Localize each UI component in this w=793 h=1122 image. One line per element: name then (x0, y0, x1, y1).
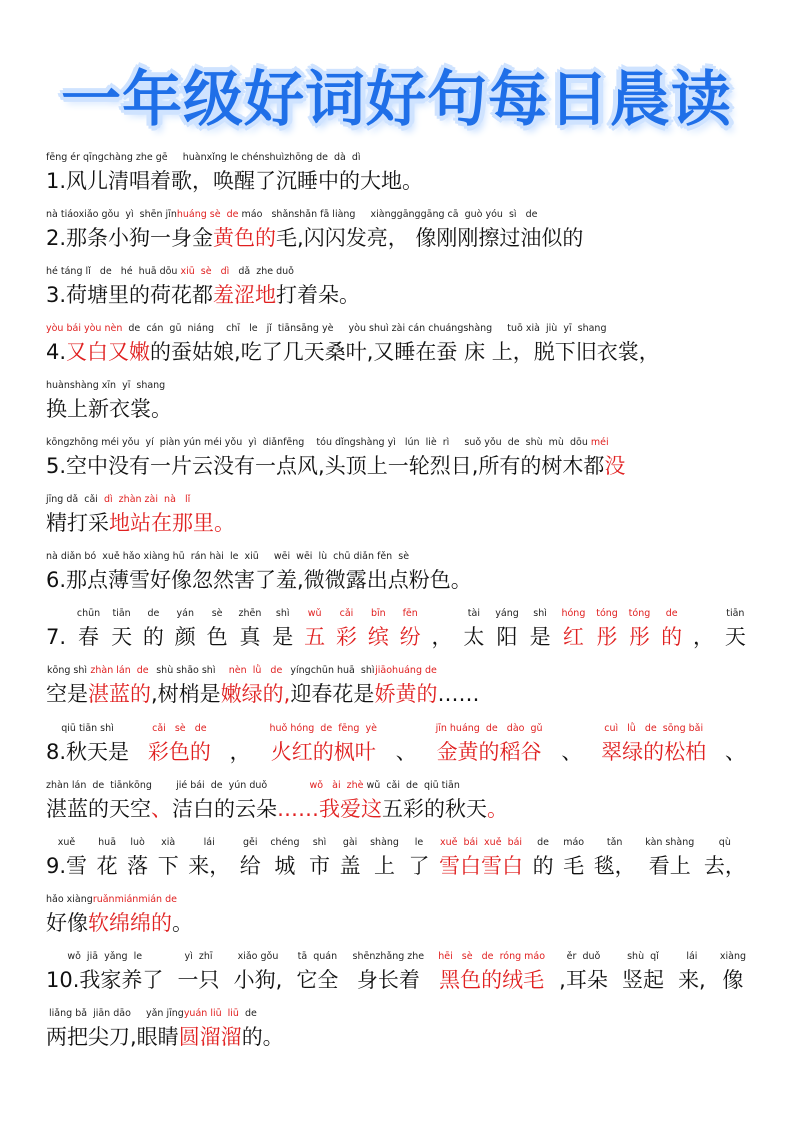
pinyin-text: xià (161, 837, 176, 848)
pinyin-text: yán (176, 608, 195, 619)
pinyin-text: xuě bái xuě bái (440, 837, 523, 848)
pinyin-row (46, 549, 472, 565)
pinyin-text (561, 721, 582, 737)
word-segment (353, 949, 425, 995)
pinyin-text: shì (533, 608, 547, 619)
word-segment (97, 835, 118, 881)
pinyin-text: yíngchūn huā shì (290, 665, 375, 676)
pinyin-text: xiǎo gǒu (237, 951, 279, 962)
pinyin-row (46, 435, 625, 451)
highlight-phrase (661, 606, 682, 652)
sentence-line-5b (46, 492, 235, 538)
pinyin-text: hǎo xiàng (46, 894, 93, 905)
word-segment (272, 606, 293, 652)
pinyin-text: jié bái de yún duǒ (176, 780, 268, 791)
pinyin-text: zhàn lán de tiānkōng (46, 780, 152, 791)
hanzi-text: 来, (678, 968, 706, 992)
pinyin-text: tǎn (606, 837, 623, 848)
hanzi-text: 缤 (367, 625, 389, 649)
hanzi-text: 城 (274, 854, 296, 878)
pinyin-text: de (147, 608, 160, 619)
word-segment (143, 606, 164, 652)
hanzi-text: 彤 (596, 625, 618, 649)
hanzi-text: ， (692, 625, 714, 649)
hanzi-text: 、 (561, 740, 583, 764)
word-segment (127, 835, 148, 881)
word-segment (290, 663, 374, 709)
pinyin-text (725, 721, 746, 737)
hanzi-text: 精打采 (46, 511, 109, 535)
word-segment (561, 721, 582, 767)
hanzi-text: 盖 (339, 854, 361, 878)
word-segment (530, 606, 551, 652)
pinyin-text: shì (312, 837, 327, 848)
hanzi-text: 上 (374, 854, 396, 878)
pinyin-text: yáng (495, 608, 519, 619)
pinyin-text: chūn (76, 608, 101, 619)
hanzi-text: 迎春花是 (290, 682, 375, 706)
hanzi-row (46, 908, 193, 938)
highlight-phrase (336, 606, 357, 652)
pinyin-text: fēn (402, 608, 418, 619)
highlight-phrase (601, 721, 706, 767)
hanzi-text: 天 (111, 625, 133, 649)
hanzi-text: 去， (703, 854, 746, 878)
pinyin-text (432, 606, 453, 622)
sentence-line-1a (46, 150, 423, 196)
word-segment (533, 835, 554, 881)
hanzi-text: 湛蓝的 (88, 682, 151, 706)
hanzi-text: 春 (78, 625, 100, 649)
hanzi-text: 打着朵。 (276, 283, 361, 307)
hanzi-text: 天 (724, 625, 746, 649)
hanzi-text: ， (229, 740, 251, 764)
word-segment (230, 721, 251, 767)
hanzi-text: 的 (661, 625, 683, 649)
highlight-phrase (375, 663, 438, 709)
pinyin-text: xiū sè dì (180, 266, 230, 277)
highlight-phrase (221, 663, 291, 709)
sentence-line-9a (46, 835, 746, 881)
hanzi-text: 一只 (177, 968, 220, 992)
hanzi-text: ,耳朵 (559, 968, 608, 992)
highlight-phrase (629, 606, 651, 652)
pinyin-text: tiān (112, 608, 131, 619)
pinyin-text: de (665, 608, 678, 619)
hanzi-text: 给 (239, 854, 261, 878)
pinyin-text: cǎi sè de (152, 723, 207, 734)
hanzi-text: 1.风儿清唱着歌，唤醒了沉睡中的大地。 (46, 169, 424, 193)
hanzi-text: 。 (172, 911, 193, 935)
pinyin-row (46, 778, 508, 794)
pinyin-text: yì zhī (184, 951, 213, 962)
pinyin-text (152, 780, 176, 791)
pinyin-text: lái (686, 951, 698, 962)
highlight-phrase: 又白又嫩 (66, 340, 151, 364)
sentence-line-8b (46, 778, 508, 824)
hanzi-text: 娇黄的 (374, 682, 438, 706)
pinyin-text: chéng (270, 837, 300, 848)
word-segment (495, 606, 519, 652)
pinyin-text: zhàn lán de (90, 665, 149, 676)
word-segment (645, 835, 694, 881)
highlight-phrase: 羞涩地 (213, 283, 277, 307)
hanzi-text: …… (437, 682, 480, 706)
pinyin-text: liǎng bǎ jiān dāo yǎn jīng (46, 1008, 184, 1019)
pinyin-text: shàng (370, 837, 399, 848)
pinyin-row (46, 321, 660, 337)
hanzi-text: 雪白雪白 (439, 854, 524, 878)
hanzi-text: 两把尖刀,眼睛 (46, 1025, 179, 1049)
pinyin-text: huànshàng xīn yī shang (46, 380, 166, 391)
hanzi-text: 10.我家养了 (46, 968, 164, 992)
word-segment (239, 606, 262, 652)
pinyin-text: yòu bái yòu nèn (46, 323, 123, 334)
hanzi-text: 五 (304, 625, 326, 649)
pinyin-text: hóng (561, 608, 586, 619)
highlight-phrase: 、 (151, 797, 172, 821)
pinyin-text: shù qǐ (627, 951, 659, 962)
pinyin-text: méi (590, 437, 609, 448)
word-segment (46, 835, 87, 881)
pinyin-text: máo (563, 837, 585, 848)
hanzi-text: 红 (562, 625, 584, 649)
pinyin-text: fēng ér qīngchàng zhe gē huànxǐng le chénshuìzhōng de dà dì (46, 152, 361, 163)
pinyin-text: bīn (370, 608, 386, 619)
pinyin-text: qù (718, 837, 731, 848)
pinyin-text: xuě (57, 837, 76, 848)
hanzi-row (46, 166, 423, 196)
sentence-line-7a (46, 606, 746, 652)
hanzi-text: 颜 (174, 625, 196, 649)
sentence-line-6a (46, 549, 472, 595)
word-segment (46, 721, 129, 767)
hanzi-text: 换上新衣裳。 (46, 397, 172, 421)
pinyin-row (46, 264, 360, 280)
pinyin-text: hēi sè de róng máo (438, 951, 546, 962)
hanzi-text: 小狗, (233, 968, 283, 992)
pinyin-text: zhēn (238, 608, 262, 619)
hanzi-text: 3.荷塘里的荷花都 (46, 283, 214, 307)
pinyin-text: shì (275, 608, 290, 619)
hanzi-text: 看上 (648, 854, 691, 878)
hanzi-text: 9.雪 (46, 854, 88, 878)
pinyin-text: nà tiáoxiǎo gǒu yì shēn jīn (46, 209, 177, 220)
hanzi-text: 它全 (296, 968, 339, 992)
pinyin-text: cǎi (339, 608, 354, 619)
pinyin-text: jiāohuáng de (375, 665, 437, 676)
pinyin-text: kàn shàng (645, 837, 695, 848)
word-segment (409, 835, 430, 881)
hanzi-text: 翠绿的松柏 (601, 740, 707, 764)
word-segment (296, 949, 338, 995)
word-segment (725, 606, 746, 652)
hanzi-row (46, 451, 625, 481)
hanzi-row (46, 565, 472, 595)
pinyin-text: wǒ jiā yǎng le (67, 951, 143, 962)
hanzi-text: 色 (206, 625, 228, 649)
word-segment (594, 835, 636, 881)
sentence-line-10a (46, 949, 746, 995)
pinyin-text: shēnzhǎng zhe (352, 951, 425, 962)
pinyin-text: ruǎnmiánmián de (92, 894, 177, 905)
hanzi-text: ,树梢是 (151, 682, 221, 706)
word-segment (704, 835, 746, 881)
hanzi-text: 毯， (593, 854, 636, 878)
pinyin-text: xiàng (719, 951, 746, 962)
pinyin-text (396, 721, 417, 737)
sentence-line-7b (46, 663, 480, 709)
pinyin-text: shù shāo shì (156, 665, 216, 676)
pinyin-text: tiān (726, 608, 745, 619)
word-segment (563, 835, 584, 881)
hanzi-text: 6.那点薄雪好像忽然害了羞,微微露出点粉色。 (46, 568, 472, 592)
hanzi-text: 湛蓝的天空 (46, 797, 151, 821)
word-segment (175, 606, 196, 652)
hanzi-text: 来， (188, 854, 231, 878)
word-segment (46, 663, 88, 709)
pinyin-row (46, 1006, 284, 1022)
pinyin-text: de (238, 1008, 257, 1019)
word-segment (438, 663, 480, 709)
pinyin-text: tóng (596, 608, 618, 619)
hanzi-text: 了 (408, 854, 430, 878)
word-segment (234, 949, 283, 995)
pinyin-text: wǔ (307, 608, 322, 619)
highlight-phrase (269, 721, 376, 767)
hanzi-text: 4. (46, 340, 67, 364)
pinyin-text: wǔ cǎi de qiū tiān (366, 780, 460, 791)
pinyin-text: dǎ zhe duǒ (229, 266, 294, 277)
hanzi-text: 金黄的稻谷 (436, 740, 542, 764)
word-segment (46, 949, 163, 995)
pinyin-text: jīng dǎ cǎi (46, 494, 98, 505)
highlight-phrase: 没 (604, 454, 626, 478)
hanzi-text: 2.那条小狗一身金 (46, 226, 214, 250)
hanzi-text: 竖起 (621, 968, 664, 992)
highlight-phrase (561, 606, 585, 652)
pinyin-text: huáng sè de (176, 209, 239, 220)
pinyin-text: le (414, 837, 424, 848)
pinyin-text: nà diǎn bó xuě hǎo xiàng hū rán hài le xiū wēi wēi lù chū diǎn fěn sè (46, 551, 410, 562)
hanzi-text: 五彩的秋天 (382, 797, 487, 821)
pinyin-text: gěi (243, 837, 258, 848)
word-segment (622, 949, 664, 995)
highlight-phrase (439, 835, 523, 881)
word-segment (46, 606, 66, 652)
hanzi-text: 像 (722, 968, 744, 992)
word-segment (725, 721, 746, 767)
hanzi-row (46, 337, 660, 367)
hanzi-text: 嫩绿的, (220, 682, 291, 706)
pinyin-row (46, 892, 193, 908)
sentence-line-2a (46, 207, 583, 253)
highlight-phrase (436, 721, 543, 767)
pinyin-text: dì zhàn zài nà lǐ (97, 494, 191, 505)
hanzi-text: 阳 (496, 625, 518, 649)
hanzi-text: 是 (529, 625, 551, 649)
hanzi-text: 身长着 (356, 968, 420, 992)
hanzi-text: ， (431, 625, 453, 649)
highlight-phrase: 圆溜溜 (178, 1025, 242, 1049)
pinyin-text: cuì lǜ de sōng bǎi (604, 723, 704, 734)
hanzi-text: 真 (239, 625, 261, 649)
pinyin-text: tài (467, 608, 480, 619)
page-title: 一年级好词好句每日晨读 (61, 65, 732, 135)
hanzi-text: 市 (309, 854, 331, 878)
hanzi-text: 、 (724, 740, 746, 764)
word-segment (559, 949, 608, 995)
hanzi-text: 洁白的云朵 (172, 797, 277, 821)
hanzi-text: 5.空中没有一片云没有一点风,头顶上一轮烈日,所有的树木都 (46, 454, 605, 478)
highlight-phrase (596, 606, 618, 652)
hanzi-text: 太 (463, 625, 485, 649)
highlight-phrase (368, 606, 389, 652)
hanzi-row (46, 394, 172, 424)
hanzi-text: 火红的枫叶 (270, 740, 376, 764)
pinyin-text: lái (203, 837, 215, 848)
hanzi-text: 黑色的绒毛 (439, 968, 545, 992)
pinyin-row (46, 378, 172, 394)
word-segment (309, 835, 330, 881)
hanzi-text: 毛 (563, 854, 585, 878)
hanzi-text: 7. (46, 625, 67, 649)
sentence-line-8a (46, 721, 746, 767)
highlight-phrase (438, 949, 545, 995)
highlight-phrase (148, 721, 211, 767)
word-segment (240, 835, 261, 881)
word-segment (340, 835, 361, 881)
hanzi-text: 的蚕姑娘,吃了几天桑叶,又睡在蚕 床 上，脱下旧衣裳， (150, 340, 660, 364)
sentence-line-10b (46, 1006, 284, 1052)
hanzi-row (46, 223, 583, 253)
pinyin-row (46, 207, 583, 223)
hanzi-row (46, 794, 508, 824)
word-segment (111, 606, 132, 652)
pinyin-text: gài (342, 837, 358, 848)
hanzi-row (46, 508, 235, 538)
pinyin-text: de cán gū niáng chī le jǐ tiānsāng yè yòu shuì zài cán chuángshàng tuō xià jiù yī shang (122, 323, 607, 334)
highlight-phrase: ……我爱这 (277, 797, 382, 821)
hanzi-text: 好像 (46, 911, 88, 935)
pinyin-text (438, 663, 480, 679)
highlight-phrase: 地站在那里。 (109, 511, 235, 535)
sentence-line-5a (46, 435, 625, 481)
hanzi-text: 花 (96, 854, 118, 878)
highlight-phrase (88, 663, 151, 709)
hanzi-text: 8.秋天是 (46, 740, 130, 764)
hanzi-text: 毛,闪闪发亮， 像刚刚擦过油似的 (276, 226, 584, 250)
word-segment (693, 606, 714, 652)
hanzi-text: 空是 (46, 682, 88, 706)
hanzi-text: 的 (142, 625, 164, 649)
word-segment (370, 835, 399, 881)
sentence-line-4b (46, 378, 172, 424)
word-segment (463, 606, 484, 652)
pinyin-text: hé táng lǐ de hé huā dōu (46, 266, 181, 277)
hanzi-text: 落 (127, 854, 149, 878)
pinyin-text (230, 721, 251, 737)
pinyin-text: kōngzhōng méi yǒu yí piàn yún méi yǒu yì diǎnfēng tóu dǐngshàng yì lún liè rì suǒ yǒu de shù mù dōu (46, 437, 591, 448)
pinyin-text: luò (130, 837, 145, 848)
highlight-phrase (400, 606, 421, 652)
pinyin-text: de (537, 837, 550, 848)
pinyin-text (693, 606, 714, 622)
highlight-phrase: 软绵绵的 (88, 911, 172, 935)
word-segment (188, 835, 230, 881)
hanzi-row (46, 1022, 284, 1052)
sentence-line-3a (46, 264, 360, 310)
hanzi-text: 彩 (335, 625, 357, 649)
word-segment (207, 606, 228, 652)
highlight-phrase (304, 606, 325, 652)
hanzi-text: 的。 (241, 1025, 284, 1049)
word-segment (158, 835, 179, 881)
pinyin-text: tā quán (297, 951, 338, 962)
pinyin-text: huǒ hóng de fēng yè (269, 723, 377, 734)
pinyin-text: qiū tiān shì (61, 723, 114, 734)
pinyin-text: wǒ ài zhè (267, 780, 367, 791)
pinyin-text: ěr duǒ (566, 951, 601, 962)
word-segment (720, 949, 746, 995)
sentence-line-4a (46, 321, 660, 367)
pinyin-text: jīn huáng de dào gǔ (435, 723, 543, 734)
word-segment (178, 949, 220, 995)
word-segment (396, 721, 417, 767)
word-segment (270, 835, 299, 881)
pinyin-text: kōng shì (47, 665, 87, 676)
hanzi-text: 是 (272, 625, 294, 649)
highlight-phrase: 黄色的 (213, 226, 277, 250)
pinyin-row (46, 492, 235, 508)
hanzi-text: 纷 (399, 625, 421, 649)
hanzi-text: 彤 (628, 625, 650, 649)
highlight-phrase: 。 (487, 797, 508, 821)
pinyin-text: sè (211, 608, 223, 619)
hanzi-row (46, 280, 360, 310)
pinyin-text: nèn lǜ de (228, 665, 283, 676)
pinyin-text: máo shǎnshǎn fā liàng xiànggānggāng cā guò yóu sì de (238, 209, 538, 220)
hanzi-text: 彩色的 (147, 740, 211, 764)
hanzi-text: 、 (395, 740, 417, 764)
sentence-line-9b (46, 892, 193, 938)
pinyin-text: tóng (628, 608, 651, 619)
word-segment (432, 606, 453, 652)
pinyin-text (46, 606, 66, 622)
word-segment (77, 606, 100, 652)
hanzi-text: 下 (157, 854, 179, 878)
hanzi-text: 的 (532, 854, 554, 878)
pinyin-row (46, 150, 423, 166)
word-segment (678, 949, 706, 995)
word-segment (151, 663, 221, 709)
pinyin-text: huā (98, 837, 117, 848)
pinyin-text: yuán liū liū (183, 1008, 239, 1019)
